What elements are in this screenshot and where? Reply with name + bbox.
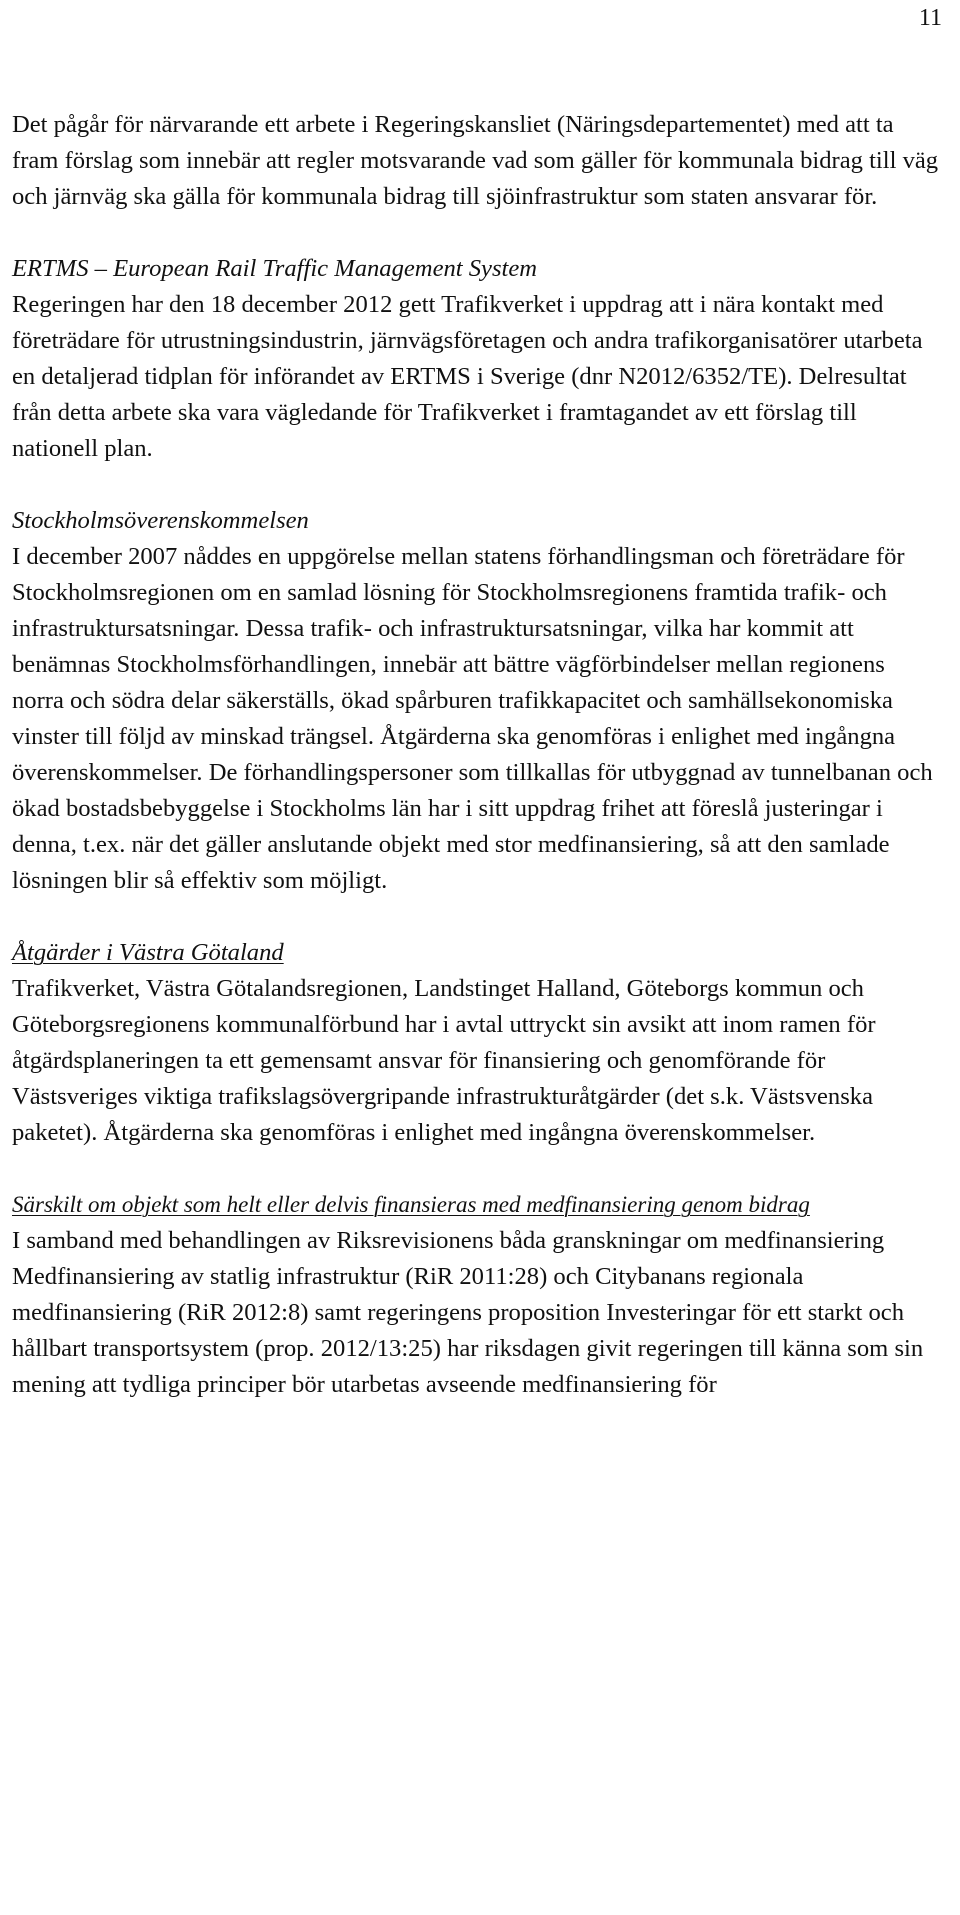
document-body: [12, 107, 942, 1403]
medfinansiering-paragraph: I samband med behandlingen av Riksrevisionens båda granskningar om medfinansiering Medfinansiering av statlig infrastruktur (RiR 2011:28) och Citybanans regionala medfinansiering (RiR 2012:8) samt regeringens proposition Investeringar för ett starkt och hållbart transportsystem (prop. 2012/13:25) har riksdagen givit regeringen till känna som sin mening att tydliga principer bör utarbetas avseende medfinansiering för: [12, 1227, 924, 1398]
stockholm-section: [12, 503, 942, 899]
intro-paragraph: Det pågår för närvarande ett arbete i Regeringskansliet (Näringsdepartementet) med att ta fram förslag som innebär att regler motsvarande vad som gäller för kommunala bidrag till väg och järnväg ska gälla för kommunala bidrag till sjöinfrastruktur som staten ansvarar för.: [12, 111, 939, 210]
ertms-paragraph: Regeringen har den 18 december 2012 gett Trafikverket i uppdrag att i nära kontakt med företrädare för utrustningsindustrin, järnvägsföretagen och andra trafikorganisatörer utarbeta en detaljerad tidplan för införandet av ERTMS i Sverige (dnr N2012/6352/TE). Delresultat från detta arbete ska vara vägledande för Trafikverket i framtagandet av ett förslag till nationell plan.: [12, 291, 923, 462]
page-number: 11: [918, 5, 942, 31]
ertms-section: [12, 251, 942, 467]
intro-section: [12, 107, 942, 215]
medfinansiering-section: [12, 1187, 942, 1403]
vastra-gotaland-paragraph: Trafikverket, Västra Götalandsregionen, Landstinget Halland, Göteborgs kommun och Göteborgsregionens kommunalförbund har i avtal uttryckt sin avsikt att inom ramen för åtgärdsplaneringen ta ett gemensamt ansvar för finansiering och genomförande för Västsveriges viktiga trafikslagsövergripande infrastrukturåtgärder (det s.k. Västsvenska paketet). Åtgärderna ska genomföras i enlighet med ingångna överenskommelser.: [12, 975, 876, 1146]
medfinansiering-heading: Särskilt om objekt som helt eller delvis finansieras med medfinansiering genom bidrag: [12, 1192, 810, 1217]
vastra-gotaland-heading: Åtgärder i Västra Götaland: [12, 939, 284, 966]
stockholm-paragraph: I december 2007 nåddes en uppgörelse mellan statens förhandlingsman och företrädare för Stockholmsregionen om en samlad lösning för Stockholmsregionens framtida trafik- och infrastruktursatsningar. Dessa trafik- och infrastruktursatsningar, vilka har kommit att benämnas Stockholmsförhandlingen, innebär att bättre vägförbindelser mellan regionens norra och södra delar säkerställs, ökad spårburen trafikkapacitet och samhällsekonomiska vinster till följd av minskad trängsel. Åtgärderna ska genomföras i enlighet med ingångna överenskommelser. De förhandlingspersoner som tillkallas för utbyggnad av tunnelbanan och ökad bostadsbebyggelse i Stockholms län har i sitt uppdrag frihet att föreslå justeringar i denna, t.ex. när det gäller anslutande objekt med stor medfinansiering, så att den samlade lösningen blir så effektiv som möjligt.: [12, 543, 933, 894]
stockholm-heading: Stockholmsöverenskommelsen: [12, 507, 309, 534]
ertms-heading: ERTMS – European Rail Traffic Management System: [12, 255, 538, 282]
vastra-gotaland-section: [12, 935, 942, 1151]
